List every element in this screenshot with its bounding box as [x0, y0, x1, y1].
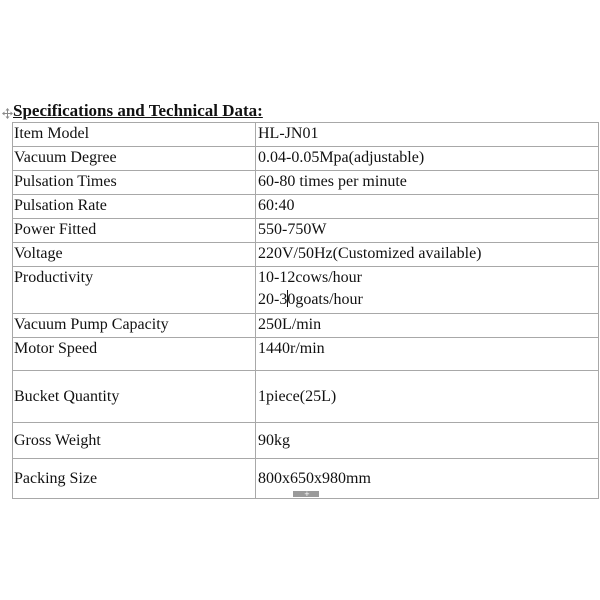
table-cell-label[interactable]: [13, 459, 256, 499]
table-cell-label[interactable]: Vacuum Degree: [13, 147, 256, 171]
table-row: [13, 195, 599, 219]
table-row: [13, 123, 599, 147]
table-cell-label[interactable]: Pulsation Times: [13, 171, 256, 195]
plus-icon: +: [304, 490, 310, 498]
table-row: [13, 243, 599, 267]
spec-table: [12, 122, 599, 499]
table-cell-label[interactable]: [13, 371, 256, 423]
cell-text: Bucket Quantity: [14, 387, 120, 405]
four-way-move-icon: [2, 108, 13, 119]
table-cell-label[interactable]: Item Model: [13, 123, 256, 147]
table-cell-label[interactable]: Pulsation Rate: [13, 195, 256, 219]
table-cell-label[interactable]: Motor Speed: [13, 338, 256, 371]
table-cell-value[interactable]: 60:40: [256, 195, 599, 219]
table-row: [13, 267, 599, 314]
table-cell-label[interactable]: Productivity: [13, 267, 256, 314]
table-row: [13, 338, 599, 371]
cell-text: 90kg: [258, 431, 290, 449]
table-cell-label[interactable]: [13, 423, 256, 459]
table-cell-value[interactable]: HL-JN01: [256, 123, 599, 147]
table-move-handle[interactable]: [2, 106, 13, 117]
table-cell-value[interactable]: 60-80 times per minute: [256, 171, 599, 195]
table-cell-label[interactable]: Vacuum Pump Capacity: [13, 314, 256, 338]
table-cell-value[interactable]: [256, 423, 599, 459]
table-cell-label[interactable]: Power Fitted: [13, 219, 256, 243]
table-row: [13, 147, 599, 171]
cell-text: Packing Size: [14, 469, 98, 487]
table-cell-value[interactable]: 1440r/min: [256, 338, 599, 371]
table-cell-value[interactable]: 220V/50Hz(Customized available): [256, 243, 599, 267]
table-cell-value[interactable]: [256, 267, 599, 314]
cell-text: 1piece(25L): [258, 387, 337, 405]
table-cell-value[interactable]: 0.04-0.05Mpa(adjustable): [256, 147, 599, 171]
table-row: [13, 171, 599, 195]
cell-text: Gross Weight: [14, 431, 101, 449]
cell-line-with-caret: [258, 289, 598, 311]
table-row: [13, 371, 599, 423]
cell-line: 10-12cows/hour: [258, 269, 362, 286]
table-row: [13, 314, 599, 338]
table-cell-value[interactable]: 250L/min: [256, 314, 599, 338]
table-cell-value[interactable]: [256, 371, 599, 423]
text-after-caret: 0goats/hour: [287, 291, 363, 308]
insert-row-handle[interactable]: [293, 491, 319, 497]
table-row: [13, 423, 599, 459]
table-cell-value[interactable]: 550-750W: [256, 219, 599, 243]
section-heading: Specifications and Technical Data:: [13, 101, 263, 120]
table-cell-label[interactable]: Voltage: [13, 243, 256, 267]
table-row: [13, 219, 599, 243]
text-before-caret: 20-3: [258, 291, 288, 308]
cell-text: 800x650x980mm: [258, 469, 371, 487]
